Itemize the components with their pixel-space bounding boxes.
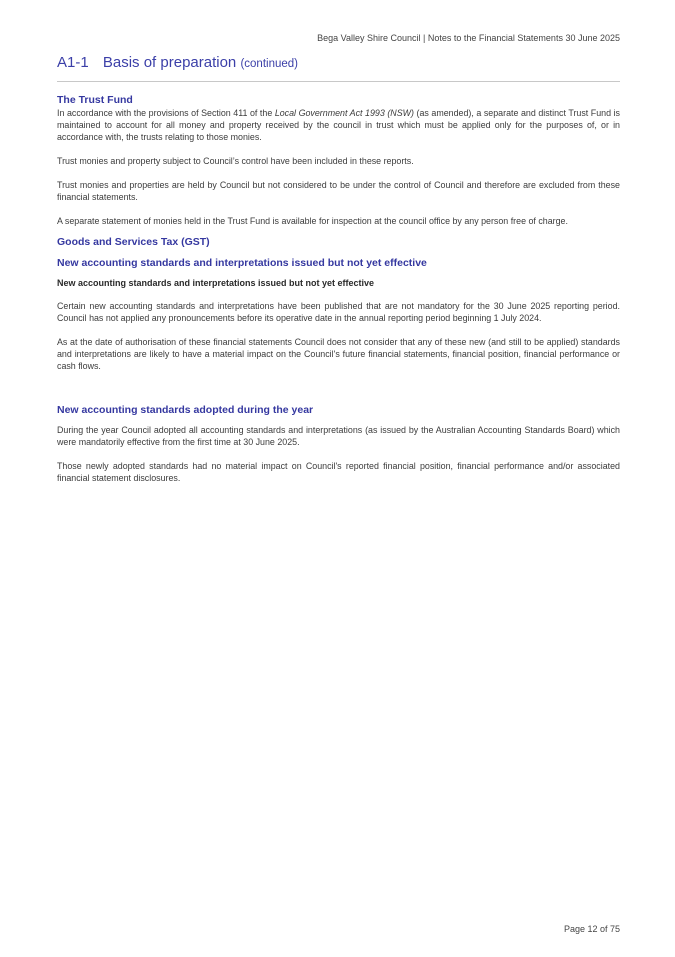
gst-heading: Goods and Services Tax (GST) [57,236,210,248]
not-yet-effective-subheading: New accounting standards and interpretations issued but not yet effective [57,278,375,288]
adopted-paragraph-2: Those newly adopted standards had no material impact on Council's reported financial position, financial performance and/or associated financial statement disclosures. [57,461,620,483]
title-divider [57,81,620,82]
page-content [57,94,620,484]
page-title [57,54,298,71]
not-yet-effective-paragraph-1: Certain new accounting standards and interpretations have been published that are not mandatory for the 30 June 2025 reporting period. Council has not applied any pronouncements before its operative date in the annual reporting period beginning 1 July 2024. [57,301,620,323]
page-number: Page 12 of 75 [563,924,620,934]
text-run: (as amended), a separate and distinct Trust Fund is maintained to account for all money and property received by the council in trust which must be applied only for the purposes of, or in accordance with, the trusts relating to those monies. [57,108,620,142]
act-name: Local Government Act 1993 (NSW) [274,108,414,118]
adopted-heading: New accounting standards adopted during the year [57,404,314,416]
trust-fund-paragraph-2: Trust monies and property subject to Council’s control have been included in these reports. [57,156,414,166]
not-yet-effective-heading: New accounting standards and interpretations issued but not yet effective [57,257,427,269]
not-yet-effective-paragraph-2: As at the date of authorisation of these financial statements Council does not consider that any of these new (and still to be applied) standards and interpretations are likely to have a material impact on the Council's future financial statements, financial position, financial performance or cash flows. [57,337,620,371]
section-number: A1-1 [57,54,89,71]
text-run: In accordance with the provisions of Section 411 of the [57,108,275,118]
section-title: Basis of preparation [102,54,237,71]
trust-fund-paragraph-1 [57,107,620,143]
continued-label: (continued) [240,58,298,70]
running-header: Bega Valley Shire Council | Notes to the Financial Statements 30 June 2025 [317,33,620,43]
trust-fund-paragraph-3: Trust monies and properties are held by Council but not considered to be under the control of Council and therefore are excluded from these financial statements. [57,180,620,202]
trust-fund-paragraph-4: A separate statement of monies held in the Trust Fund is available for inspection at the council office by any person free of charge. [57,216,568,226]
adopted-paragraph-1: During the year Council adopted all accounting standards and interpretations (as issued by the Australian Accounting Standards Board) which were mandatorily effective from the first time at 30 June 2025. [57,425,620,447]
trust-fund-heading: The Trust Fund [57,94,133,106]
